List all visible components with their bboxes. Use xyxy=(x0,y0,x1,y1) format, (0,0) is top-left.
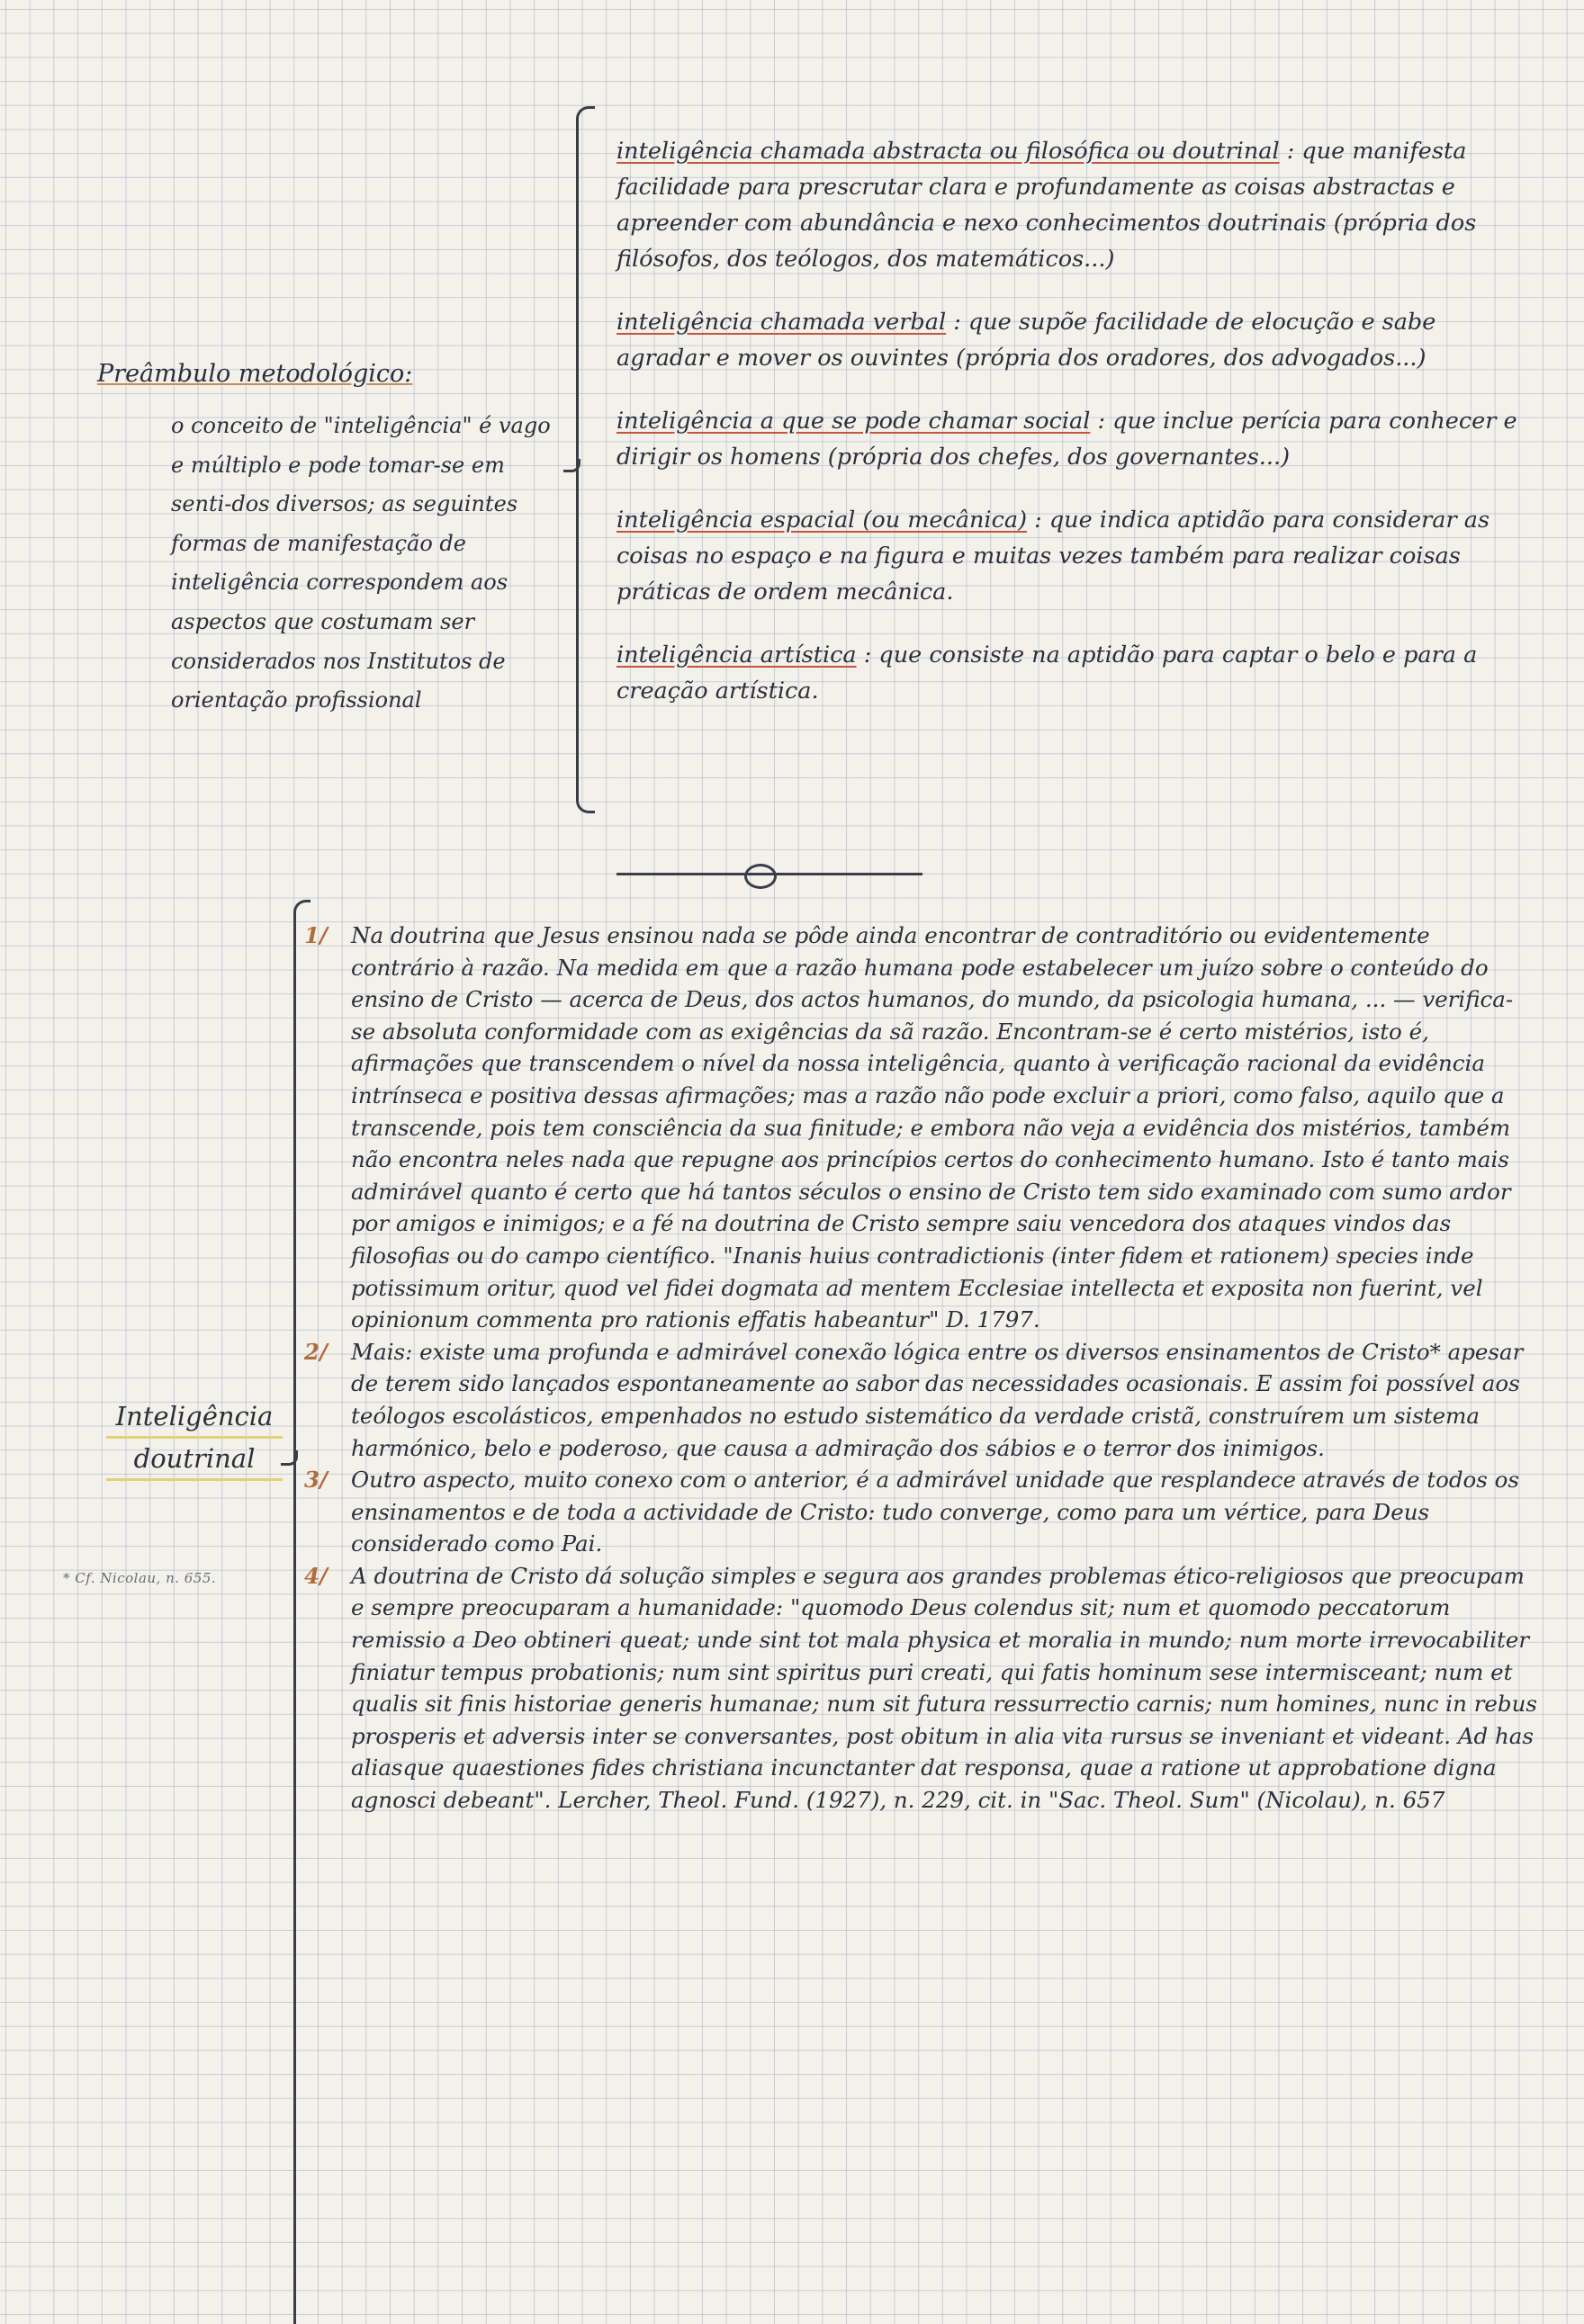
form-entry xyxy=(616,304,1534,376)
doctrine-point xyxy=(304,1336,1537,1464)
point-text: Outro aspecto, muito conexo com o anterior, é a admirável unidade que resplandece através de todos os ensinamentos e de toda a actividade de Cristo: tudo converge, como para um vértice, para Deus considerado como Pai. xyxy=(351,1467,1519,1557)
form-entry-text: : que supõe facilidade de elocução e sabe agradar e mover os ouvintes (própria dos oradores, dos advogados...) xyxy=(616,309,1436,372)
doctrine-point xyxy=(304,1464,1537,1560)
form-entry xyxy=(616,637,1534,709)
doctrine-point xyxy=(304,920,1537,1336)
form-entry-text: : que indica aptidão para considerar as coisas no espaço e na figura e muitas vezes também para realizar coisas práticas de ordem mecânica. xyxy=(616,507,1490,606)
form-entry xyxy=(616,502,1534,610)
point-text: Mais: existe uma profunda e admirável conexão lógica entre os diversos ensinamentos de Cristo* apesar de terem sido lançados espontaneamente ao sabor das necessidades ocasionais. E assim foi possível aos teólogos escolásticos, empenhados no estudo sistemático da verdade cristã, construírem um sistema harmónico, belo e poderoso, que causa a admiração dos sábios e o terror dos inimigos. xyxy=(351,1338,1524,1461)
form-entry-head: inteligência a que se pode chamar social xyxy=(616,408,1091,435)
form-entry-text: : que consiste na aptidão para captar o belo e para a creação artística. xyxy=(616,642,1478,704)
intelligence-forms-list xyxy=(616,133,1534,736)
form-entry-head: inteligência chamada verbal xyxy=(616,309,947,336)
point-number: 4/ xyxy=(304,1562,328,1589)
form-entry-head: inteligência espacial (ou mecânica) xyxy=(616,507,1028,534)
point-number: 2/ xyxy=(304,1338,328,1365)
section-label xyxy=(106,1396,283,1481)
section-label-line: doutrinal xyxy=(106,1439,283,1481)
doctrine-points xyxy=(304,920,1537,1817)
form-entry-text: : que manifesta facilidade para prescrutar clara e profundamente as coisas abstractas e apreender com abundância e nexo conhecimentos doutrinais (própria dos filósofos, dos teólogos, dos matemáticos...) xyxy=(616,138,1477,273)
doctrine-point xyxy=(304,1560,1537,1817)
form-entry-head: inteligência chamada abstracta ou filosófica ou doutrinal xyxy=(616,138,1280,165)
point-number: 1/ xyxy=(304,922,328,948)
form-entry xyxy=(616,133,1534,277)
point-text: A doutrina de Cristo dá solução simples e segura aos grandes problemas ético-religiosos que preocupam e sempre preocuparam a humanidade: "quomodo Deus colendus sit; num et quomodo peccatorum remissio a Deo obtineri queat; unde sint tot mala physica et moralia in mundo; num morte irrevocabiliter finiatur tempus probationis; num sint spiritus puri creati, qui fatis hominum sese intermisceant; num et qualis sit finis historiae generis humanae; num sit futura ressurrectio carnis; num homines, nunc in rebus prosperis et adversis inter se conversantes, post obitum in alia vita rursus se inveniant et videant. Ad has aliasque quaestiones fides christiana incunctanter dat responsa, quae a ratione ut approbatione digna agnosci debeant". Lercher, Theol. Fund. (1927), n. 229, cit. in "Sac. Theol. Sum" (Nicolau), n. 657 xyxy=(351,1562,1537,1814)
preambulo-text: o conceito de "inteligência" é vago e múltiplo e pode tomar-se em senti-dos diversos; as seguintes formas de manifestação de inteligência correspondem aos aspectos que costumam ser considerados nos Institutos de orientação profissional xyxy=(171,413,551,713)
point-text: Na doutrina que Jesus ensinou nada se pôde ainda encontrar de contraditório ou evidentemente contrário à razão. Na medida em que a razão humana pode estabelecer um juízo sobre o conteúdo do ensino de Cristo — acerca de Deus, dos actos humanos, do mundo, da psicologia humana, ... — verifica-se absoluta conformidade com as exigências da sã razão. Encontram-se é certo mistérios, isto é, afirmações que transcendem o nível da nossa inteligência, quanto à verificação racional da evidência intrínseca e positiva dessas afirmações; mas a razão não pode excluir a priori, como falso, aquilo que a transcende, pois tem consciência da sua finitude; e embora não veja a evidência dos mistérios, também não encontra neles nada que repugne aos princípios certos do conhecimento humano. Isto é tanto mais admirável quanto é certo que há tantos séculos o ensino de Cristo tem sido examinado com sumo ardor por amigos e inimigos; e a fé na doutrina de Cristo sempre saiu vencedora dos ataques vindos das filosofias ou do campo científico. "Inanis huius contradictionis (inter fidem et rationem) species inde potissimum oritur, quod vel fidei dogmata ad mentem Ecclesiae intellecta et exposita non fuerint, vel opinionum commenta pro rationis effatis habeantur" D. 1797. xyxy=(351,922,1514,1333)
form-entry xyxy=(616,403,1534,475)
section-label-line: Inteligência xyxy=(106,1396,283,1439)
form-entry-head: inteligência artística xyxy=(616,642,857,668)
divider-ornament xyxy=(744,864,777,889)
margin-reference-note: * Cf. Nicolau, n. 655. xyxy=(63,1570,217,1586)
form-entry-text: : que inclue perícia para conhecer e dirigir os homens (própria dos chefes, dos governantes...) xyxy=(616,408,1517,471)
preambulo-title: Preâmbulo metodológico: xyxy=(97,360,413,388)
point-number: 3/ xyxy=(304,1467,328,1494)
